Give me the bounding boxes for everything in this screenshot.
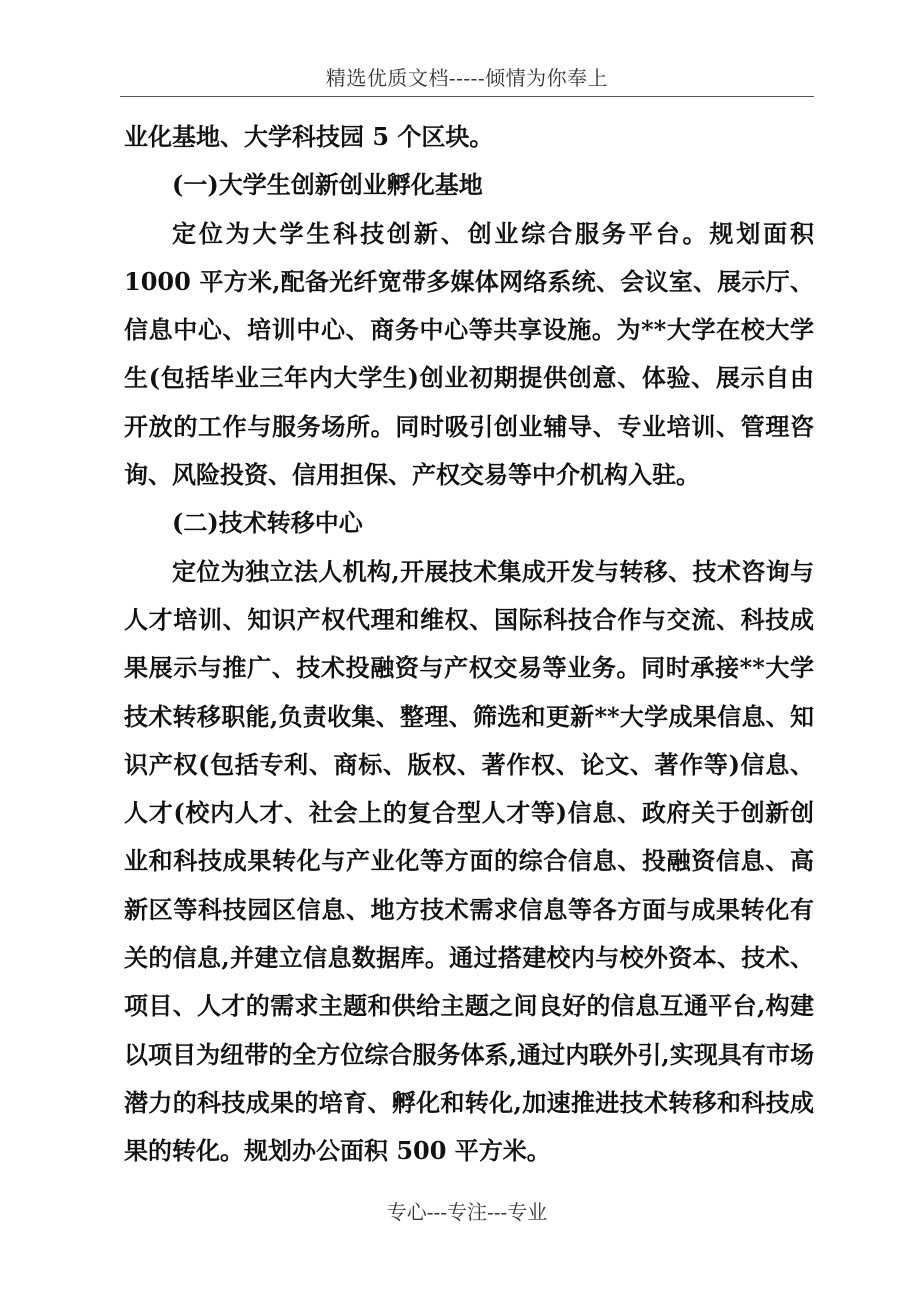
section-heading-incubator: (一)大学生创新创业孵化基地 xyxy=(172,170,483,200)
section-heading-tech-transfer: (二)技术转移中心 xyxy=(172,508,363,538)
paragraph-continuation: 业化基地、大学科技园 5 个区块。 xyxy=(124,122,494,151)
header-divider xyxy=(120,96,814,97)
document-body xyxy=(124,113,814,1176)
page-footer: 专心---专注---专业 xyxy=(386,1200,548,1224)
paragraph-tech-transfer: 定位为独立法人机构,开展技术集成开发与转移、技术咨询与人才培训、知识产权代理和维权、国际科技合作与交流、科技成果展示与推广、技术投融资与产权交易等业务。同时承接**大学技术转移职能,负责收集、整理、筛选和更新**大学成果信息、知识产权(包括专利、商标、版权、著作权、论文、著作等)信息、人才(校内人才、社会上的复合型人才等)信息、政府关于创新创业和科技成果转化与产业化等方面的综合信息、投融资信息、高新区等科技园区信息、地方技术需求信息等各方面与成果转化有关的信息,并建立信息数据库。通过搭建校内与校外资本、技术、项目、人才的需求主题和供给主题之间良好的信息互通平台,构建以项目为纽带的全方位综合服务体系,通过内联外引,实现具有市场潜力的科技成果的培育、孵化和转化,加速推进技术转移和科技成果的转化。规划办公面积 500 平方米。 xyxy=(124,556,814,1166)
page-header: 精选优质文档-----倾情为你奉上 xyxy=(325,66,609,90)
paragraph-incubator: 定位为大学生科技创新、创业综合服务平台。规划面积 1000 平方米,配备光纤宽带多媒体网络系统、会议室、展示厅、信息中心、培训中心、商务中心等共享设施。为**大学在校大学生(包括毕业三年内大学生)创业初期提供创意、体验、展示自由开放的工作与服务场所。同时吸引创业辅导、专业培训、管理咨询、风险投资、信用担保、产权交易等中介机构入驻。 xyxy=(124,218,814,490)
